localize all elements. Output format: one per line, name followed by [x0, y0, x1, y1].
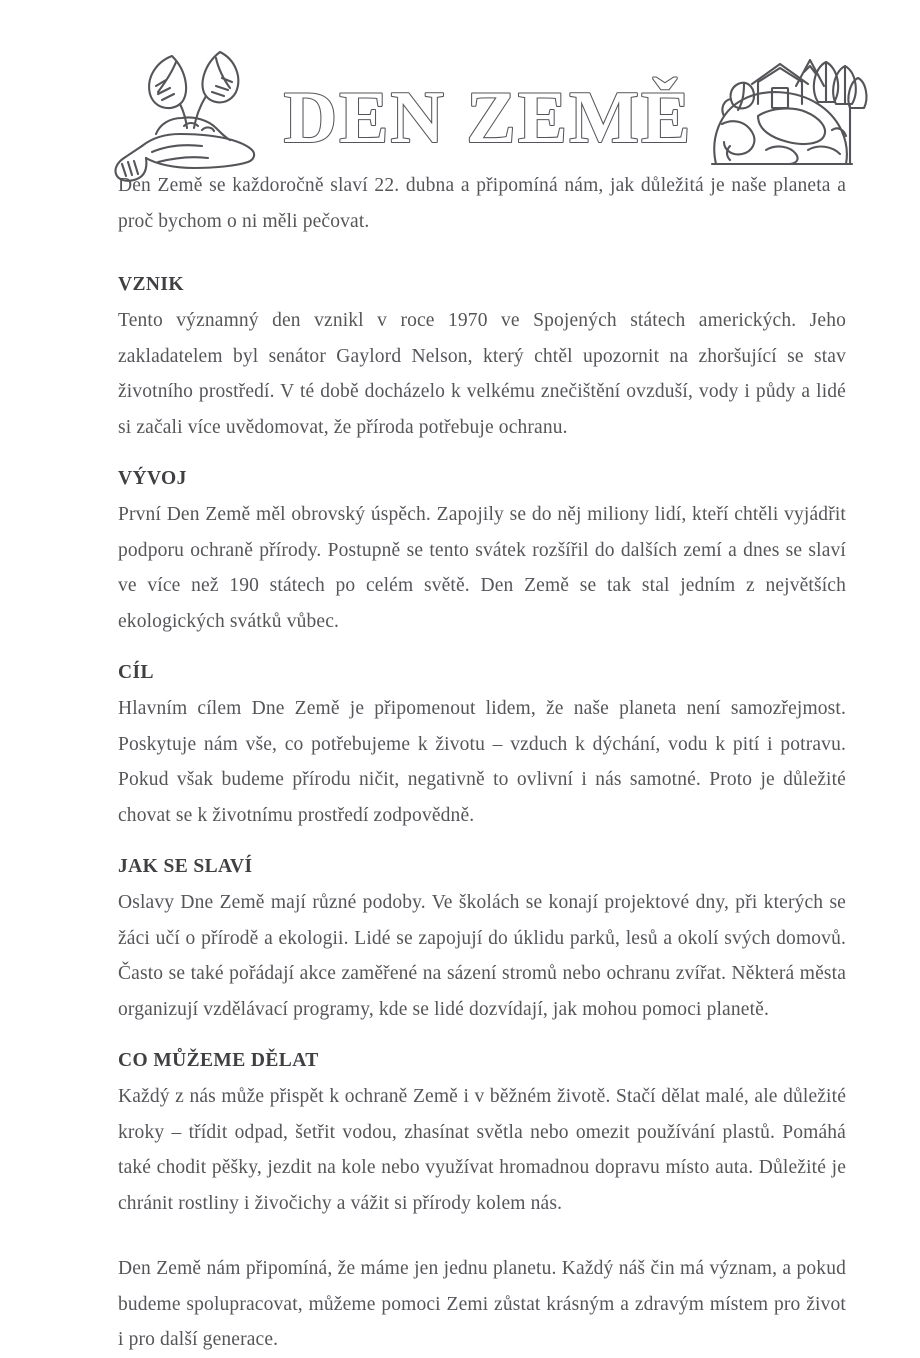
section-paragraph: První Den Země měl obrovský úspěch. Zapojily se do něj miliony lidí, kteří chtěli vyjádřit podporu ochraně přírody. Postupně se tento svátek rozšířil do dalších zemí a dnes se slaví ve více než 190 státech po celém světě. Den Země se tak stal jedním z největších ekologických svátků vůbec. [118, 504, 846, 632]
section-cil [118, 657, 846, 833]
section-paragraph: Oslavy Dne Země mají různé podoby. Ve školách se konají projektové dny, při kterých se žáci učí o přírodě a ekologii. Lidé se zapojují do úklidu parků, lesů a okolí svých domovů. Často se také pořádají akce zaměřené na sázení stromů nebo ochranu zvířat. Některá města organizují vzdělávací programy, kde se lidé dozvídají, jak mohou pomoci planetě. [118, 892, 846, 1020]
closing-paragraph: Den Země nám připomíná, že máme jen jednu planetu. Každý náš čin má význam, a pokud budeme spolupracovat, můžeme pomoci Zemi zůstat krásným a zdravým místem pro život i pro další generace. [118, 1258, 846, 1350]
section-heading-co-muzeme-delat: CO MŮŽEME DĚLAT [118, 1050, 319, 1071]
section-heading-vyvoj: VÝVOJ [118, 468, 187, 489]
section-paragraph: Každý z nás může přispět k ochraně Země i v běžném životě. Stačí dělat malé, ale důležité kroky – třídit odpad, šetřit vodou, zhasínat světla nebo omezit používání plastů. Pomáhá také chodit pěšky, jezdit na kole nebo využívat hromadnou dopravu místo auta. Důležité je chránit rostliny i živočichy a vážit si přírody kolem nás. [118, 1086, 846, 1214]
page-title-text: DEN ZEMĚ [283, 77, 693, 159]
section-heading-vznik: VZNIK [118, 274, 184, 295]
page-title [283, 64, 693, 168]
section-paragraph: Tento významný den vznikl v roce 1970 ve Spojených státech amerických. Jeho zakladatelem byl senátor Gaylord Nelson, který chtěl upozornit na zhoršující se stav životního prostředí. V té době docházelo k velkému znečištění ovzduší, vody i půdy a lidé si začali více uvědomovat, že příroda potřebuje ochranu. [118, 310, 846, 438]
section-heading-cil: CÍL [118, 662, 154, 683]
planet-with-house-and-trees-illustration [700, 46, 880, 178]
section-heading-jak-se-slavi: JAK SE SLAVÍ [118, 856, 253, 877]
hand-holding-sprout-illustration [96, 42, 286, 182]
section-paragraph: Hlavním cílem Dne Země je připomenout lidem, že naše planeta není samozřejmost. Poskytuje nám vše, co potřebujeme k životu – vzduch k dýchání, vodu k pití i potravu. Pokud však budeme přírodu ničit, negativně to ovlivní i nás samotné. Proto je důležité chovat se k životnímu prostředí zodpovědně. [118, 698, 846, 826]
section-vznik [118, 269, 846, 445]
document-body [118, 168, 846, 1358]
section-co-muzeme-delat [118, 1045, 846, 1358]
document-header [0, 0, 920, 176]
section-jak-se-slavi [118, 851, 846, 1027]
intro-paragraph: Den Země se každoročně slaví 22. dubna a připomíná nám, jak důležitá je naše planeta a proč bychom o ni měli pečovat. [118, 175, 846, 232]
section-vyvoj [118, 463, 846, 639]
